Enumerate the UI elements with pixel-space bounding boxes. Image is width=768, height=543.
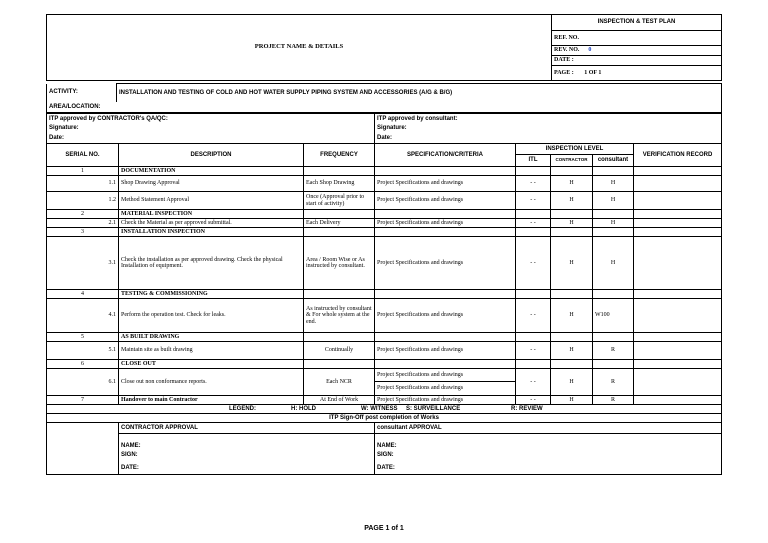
signoff-title: ITP Sign-Off post completion of Works	[47, 414, 722, 423]
col-inspection-level: INSPECTION LEVEL	[516, 144, 634, 155]
consultant-name-label: NAME:	[375, 434, 722, 450]
contractor-sign-label: SIGN:	[119, 450, 375, 462]
activity-table	[46, 83, 722, 113]
table-row: 2.1 Check the Material as per approved submittal. Each Delivery Project Specifications and drawings - - H H	[47, 219, 722, 228]
section-title: TESTING & COMMISSIONING	[119, 290, 304, 299]
date-label-consultant: Date:	[375, 134, 722, 144]
legend-review: R: REVIEW	[511, 405, 543, 412]
itp-sheet	[46, 14, 721, 475]
col-itl: ITL	[516, 155, 551, 167]
col-verification-record: VERIFICATION RECORD	[634, 144, 722, 167]
table-row: 2 MATERIAL INSPECTION	[47, 210, 722, 219]
table-row: 1.1 Shop Drawing Approval Each Shop Drawing Project Specifications and drawings - - H H	[47, 176, 722, 192]
contractor-name-label: NAME:	[119, 434, 375, 450]
table-row: 6.1 Close out non conformance reports. Each NCR Project Specifications and drawings - - H R	[47, 369, 722, 382]
legend-hold: H: HOLD	[291, 405, 316, 412]
header-table	[46, 14, 722, 81]
table-row: Project Specifications and drawings	[47, 382, 722, 396]
legend-witness: W: WITNESS	[361, 405, 398, 412]
table-row: 3 INSTALLATION INSPECTION	[47, 228, 722, 237]
date-label: DATE :	[552, 56, 722, 66]
col-description: DESCRIPTION	[119, 144, 304, 167]
col-consultant: consultant	[593, 155, 634, 167]
table-row: 4.1 Perform the operation test. Check for leaks. As instructed by consultant & For whole system at the end. Project Specifications and drawings - - H W100	[47, 299, 722, 333]
col-specification: SPECIFICATION/CRITERIA	[375, 144, 516, 167]
rev-no-value: 0	[588, 47, 592, 54]
table-row: 5 AS BUILT DRAWING	[47, 333, 722, 342]
page-value: 1 OF 1	[584, 69, 602, 76]
legend-row	[47, 405, 722, 414]
contractor-approval-title: CONTRACTOR APPROVAL	[119, 423, 375, 434]
section-title: CLOSE OUT	[119, 360, 304, 369]
col-contractor: CONTRACTOR	[551, 155, 593, 167]
project-name-title: PROJECT NAME & DETAILS	[47, 15, 552, 81]
table-row: 6 CLOSE OUT	[47, 360, 722, 369]
itp-main-table	[46, 113, 722, 475]
col-serial-no: SERIAL NO.	[47, 144, 119, 167]
rev-no-field: REV. NO. 0	[552, 46, 722, 56]
itp-approved-consultant: ITP approved by consultant:	[375, 114, 722, 124]
table-row: 1.2 Method Statement Approval Once (Approval prior to start of activity) Project Specifications and drawings - - H H	[47, 192, 722, 210]
ref-no-label: REF. NO.	[552, 31, 722, 46]
activity-value: INSTALLATION AND TESTING OF COLD AND HOT WATER SUPPLY PIPING SYSTEM AND ACCESSORIES (A/G & B/G)	[117, 84, 722, 102]
plan-title: INSPECTION & TEST PLAN	[552, 15, 722, 31]
table-row: 4 TESTING & COMMISSIONING	[47, 290, 722, 299]
area-location-label: AREA/LOCATION:	[47, 102, 722, 113]
consultant-sign-label: SIGN:	[375, 450, 722, 462]
table-row: 1 DOCUMENTATION	[47, 167, 722, 176]
section-title: MATERIAL INSPECTION	[119, 210, 304, 219]
section-title: Handover to main Contractor	[119, 396, 304, 405]
table-row: 3.1 Check the installation as per approved drawing. Check the physical Installation of equipment. Area / Room Wise or As instructed by consultant. Project Specifications and drawings - - H H	[47, 237, 722, 290]
table-row: 5.1 Maintain site as built drawing Continually Project Specifications and drawings - - H R	[47, 342, 722, 360]
consultant-date-label: DATE:	[375, 462, 722, 475]
itp-approved-contractor: ITP approved by CONTRACTOR's QA/QC:	[47, 114, 375, 124]
signature-label-contractor: Signature:	[47, 124, 375, 134]
col-frequency: FREQUENCY	[304, 144, 375, 167]
section-title: INSTALLATION INSPECTION	[119, 228, 304, 237]
activity-label: ACTIVITY:	[47, 84, 117, 102]
legend-surveillance: S: SURVEILLANCE	[406, 405, 461, 412]
table-row: 7 Handover to main Contractor At End of Work Project Specifications and drawings - - H R	[47, 396, 722, 405]
legend-label: LEGEND:	[229, 405, 256, 412]
consultant-approval-title: consultant APPROVAL	[375, 423, 722, 434]
page-footer: PAGE 1 of 1	[364, 525, 404, 532]
section-title: AS BUILT DRAWING	[119, 333, 304, 342]
contractor-date-label: DATE:	[119, 462, 375, 475]
signature-label-consultant: Signature:	[375, 124, 722, 134]
page-field: PAGE : 1 OF 1	[552, 66, 722, 81]
section-title: DOCUMENTATION	[119, 167, 304, 176]
date-label-contractor: Date:	[47, 134, 375, 144]
